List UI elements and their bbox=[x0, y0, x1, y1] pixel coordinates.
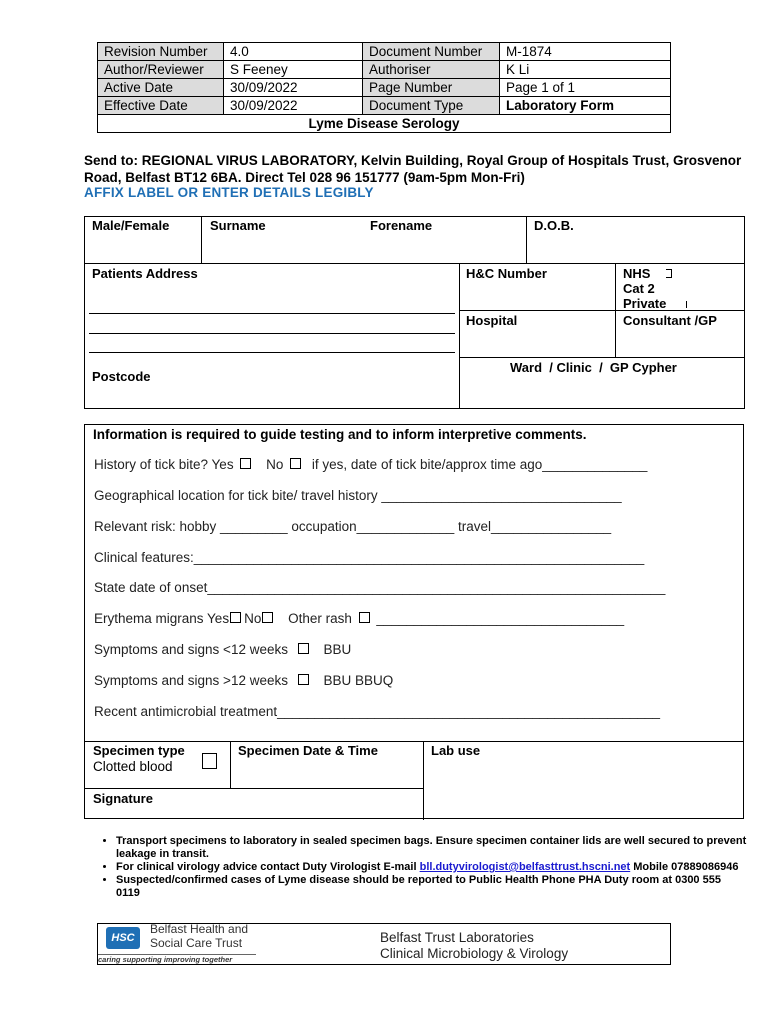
male-female-field[interactable]: Male/Female bbox=[92, 218, 170, 233]
active-date-label: Active Date bbox=[98, 79, 224, 97]
table-row bbox=[98, 61, 671, 79]
authoriser-value: K Li bbox=[500, 61, 671, 79]
list-item: • Suspected/confirmed cases of Lyme disease should be reported to Public Health Phone PHA Duty room at 0300 555 0119 bbox=[116, 874, 747, 900]
hc-number-field[interactable]: H&C Number bbox=[466, 266, 547, 281]
surname-field[interactable]: Surname bbox=[210, 218, 266, 233]
hsc-logo-icon: HSC bbox=[106, 927, 140, 949]
document-type-value: Laboratory Form bbox=[500, 97, 671, 115]
date-of-onset-field[interactable]: State date of onset_____________________________________________________________ bbox=[94, 580, 666, 595]
other-rash-label: Other rash bbox=[288, 611, 352, 626]
authoriser-label: Authoriser bbox=[363, 61, 500, 79]
divider bbox=[526, 216, 527, 264]
symptoms-lt12-code: BBU bbox=[323, 642, 352, 657]
document-number-value: M-1874 bbox=[500, 43, 671, 61]
info-heading: Information is required to guide testing and to inform interpretive comments. bbox=[93, 427, 587, 442]
lab-use-label: Lab use bbox=[431, 743, 481, 758]
footer-line-2: Clinical Microbiology & Virology bbox=[380, 946, 569, 961]
divider bbox=[230, 741, 231, 788]
table-row bbox=[98, 43, 671, 61]
logo-tagline: caring supporting improving together bbox=[98, 955, 233, 964]
divider bbox=[84, 263, 745, 264]
author-label: Author/Reviewer bbox=[98, 61, 224, 79]
erythema-no-label: No bbox=[244, 611, 262, 626]
instructions-list bbox=[92, 835, 747, 900]
tick-no-label: No bbox=[266, 457, 284, 472]
divider bbox=[85, 741, 743, 742]
effective-date-label: Effective Date bbox=[98, 97, 224, 115]
document-type-label: Document Type bbox=[363, 97, 500, 115]
logo-line-2: Social Care Trust bbox=[150, 936, 243, 950]
symptoms-gt12-checkbox[interactable] bbox=[298, 674, 309, 685]
duty-virologist-email-link[interactable]: bll.dutyvirologist@belfasttrust.hscni.net bbox=[419, 861, 631, 873]
list-item bbox=[116, 861, 747, 874]
tick-yes-checkbox[interactable] bbox=[240, 458, 251, 469]
tick-bite-label: History of tick bite? Yes bbox=[94, 457, 234, 472]
tick-date-field[interactable]: if yes, date of tick bite/approx time ago______________ bbox=[311, 457, 648, 472]
specimen-type-label: Specimen type bbox=[93, 743, 185, 758]
divider bbox=[85, 788, 423, 789]
revision-number-label: Revision Number bbox=[98, 43, 224, 61]
footer-lab-name bbox=[380, 930, 568, 962]
list-item: • Transport specimens to laboratory in sealed specimen bags. Ensure specimen container lids are well secured to prevent leakage in transit. bbox=[116, 835, 747, 861]
form-title: Lyme Disease Serology bbox=[98, 115, 671, 133]
other-rash-field[interactable]: _________________________________ bbox=[376, 611, 625, 626]
patient-address-field[interactable]: Patients Address bbox=[92, 266, 198, 281]
divider bbox=[459, 357, 745, 358]
virology-advice-text: For clinical virology advice contact Duty Virologist E-mail bbox=[116, 861, 417, 873]
footer-line-1: Belfast Trust Laboratories bbox=[380, 930, 534, 945]
page-number-label: Page Number bbox=[363, 79, 500, 97]
document-control-table bbox=[97, 42, 671, 133]
revision-number-value: 4.0 bbox=[224, 43, 363, 61]
symptoms-lt12-checkbox[interactable] bbox=[298, 643, 309, 654]
forename-field[interactable]: Forename bbox=[370, 218, 433, 233]
private-label: Private bbox=[623, 296, 667, 311]
specimen-type-value: Clotted blood bbox=[93, 759, 173, 774]
table-row bbox=[98, 79, 671, 97]
effective-date-value: 30/09/2022 bbox=[224, 97, 363, 115]
symptoms-lt12-label: Symptoms and signs <12 weeks bbox=[94, 642, 288, 657]
nhs-label: NHS bbox=[623, 266, 651, 281]
divider bbox=[459, 263, 460, 409]
address-line[interactable] bbox=[89, 352, 455, 353]
erythema-no-checkbox[interactable] bbox=[262, 612, 273, 623]
symptoms-gt12-row bbox=[94, 673, 393, 688]
specimen-date-time-field[interactable]: Specimen Date & Time bbox=[238, 743, 378, 758]
symptoms-gt12-label: Symptoms and signs >12 weeks bbox=[94, 673, 288, 688]
ward-clinic-field[interactable]: Ward / Clinic / GP Cypher bbox=[510, 360, 677, 375]
erythema-yes-checkbox[interactable] bbox=[230, 612, 241, 623]
divider bbox=[201, 216, 202, 264]
virology-mobile-text: Mobile 07889086946 bbox=[633, 861, 739, 873]
page-number-value: Page 1 of 1 bbox=[500, 79, 671, 97]
table-row bbox=[98, 115, 671, 133]
signature-field[interactable]: Signature bbox=[93, 791, 153, 806]
author-value: S Feeney bbox=[224, 61, 363, 79]
tick-no-checkbox[interactable] bbox=[290, 458, 301, 469]
document-number-label: Document Number bbox=[363, 43, 500, 61]
antimicrobial-treatment-field[interactable]: Recent antimicrobial treatment___________________________________________________ bbox=[94, 704, 660, 719]
patient-category bbox=[623, 266, 687, 311]
address-line[interactable] bbox=[89, 333, 455, 334]
other-rash-checkbox[interactable] bbox=[359, 612, 370, 623]
affix-label-instruction: AFFIX LABEL OR ENTER DETAILS LEGIBLY bbox=[84, 185, 374, 200]
symptoms-gt12-code: BBU BBUQ bbox=[323, 673, 394, 688]
postcode-field[interactable]: Postcode bbox=[92, 369, 151, 384]
erythema-label: Erythema migrans Yes bbox=[94, 611, 230, 626]
logo-text bbox=[150, 922, 248, 950]
relevant-risk-field[interactable]: Relevant risk: hobby _________ occupation_____________ travel________________ bbox=[94, 519, 612, 534]
address-line[interactable] bbox=[89, 313, 455, 314]
trust-logo bbox=[98, 924, 258, 966]
tick-bite-question bbox=[94, 457, 647, 472]
footer-box bbox=[97, 923, 671, 965]
clotted-blood-checkbox[interactable] bbox=[202, 753, 217, 769]
table-row bbox=[98, 97, 671, 115]
consultant-gp-field[interactable]: Consultant /GP bbox=[623, 313, 717, 328]
symptoms-lt12-row bbox=[94, 642, 351, 657]
cat2-label: Cat 2 bbox=[623, 281, 655, 296]
clinical-information-box bbox=[84, 424, 744, 819]
erythema-migrans-question bbox=[94, 611, 624, 626]
hospital-field[interactable]: Hospital bbox=[466, 313, 518, 328]
nhs-checkbox[interactable] bbox=[666, 269, 672, 278]
clinical-features-field[interactable]: Clinical features:____________________________________________________________ bbox=[94, 550, 645, 565]
private-checkbox[interactable] bbox=[686, 301, 687, 308]
logo-line-1: Belfast Health and bbox=[150, 922, 249, 936]
divider bbox=[459, 310, 745, 311]
divider bbox=[423, 741, 424, 820]
active-date-value: 30/09/2022 bbox=[224, 79, 363, 97]
geographical-location-field[interactable]: Geographical location for tick bite/ travel history ________________________________ bbox=[94, 488, 622, 503]
send-to-address: Send to: REGIONAL VIRUS LABORATORY, Kelvin Building, Royal Group of Hospitals Trust, Grosvenor Road, Belfast BT12 6BA. Direct Tel 028 96 151777 (9am-5pm Mon-Fri) bbox=[84, 153, 742, 185]
dob-field[interactable]: D.O.B. bbox=[534, 218, 574, 233]
